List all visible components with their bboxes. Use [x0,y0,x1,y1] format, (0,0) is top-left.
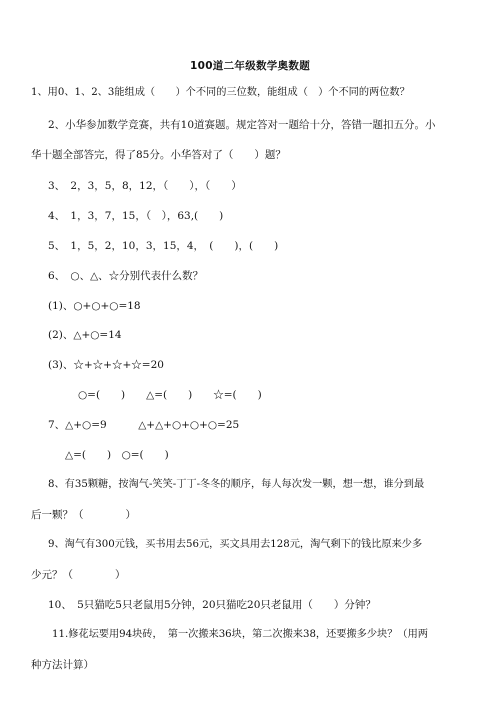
question-3-line: 3、 2，3，5，8，12，（ ），（ ） [48,180,242,192]
page-title: 100道二年级数学奥数题 [189,60,311,72]
question-6-sub-2: (2)、△+○=14 [48,329,122,341]
question-5-line: 5、 1，5，2，10，3，15，4， ( )，( ) [48,240,279,252]
question-6-line: 6、 ○、△、☆分别代表什么数？ [48,270,204,282]
question-11-line-2: 种方法计算） [31,659,94,671]
question-6-answers: ○=( ) △=( ) ☆=( ) [78,389,262,401]
question-9-line-2: 少元？（ ） [31,569,126,581]
question-7-line: 7、△+○=9 △+△+○+○+○=25 [48,419,240,431]
question-7-answers: △=( ) ○=( ) [65,449,169,461]
question-2-line-2: 华十题全部答完，得了85分。小华答对了（ ）题？ [31,149,286,161]
question-8-line-1: 8、有35颗糖，按淘气-笑笑-丁丁-冬冬的顺序，每人每次发一颗，想一想，谁分到最 [48,479,425,490]
question-11-line-1: 11.修花坛要用94块砖， 第一次搬来36块，第二次搬来38，还要搬多少块？（用两 [52,629,428,640]
question-2-line-1: 2、小华参加数学竞赛，共有10道赛题。规定答对一题给十分，答错一题扣五分。小 [48,119,436,131]
question-1-line: 1、用0、1、2、3能组成（ ）个不同的三位数，能组成（ ）个不同的两位数？ [31,87,410,98]
question-9-line-1: 9、淘气有300元钱，买书用去56元，买文具用去128元，淘气剩下的钱比原来少多 [48,539,423,550]
question-10-line: 10、 5只猫吃5只老鼠用5分钟，20只猫吃20只老鼠用（ ）分钟？ [48,599,376,611]
question-6-sub-1: (1)、○+○+○=18 [48,300,141,312]
question-4-line: 4、 1，3，7，15，（ ），63,( ) [48,210,224,222]
question-8-line-2: 后一颗？（ ） [31,509,136,521]
question-6-sub-3: (3)、☆+☆+☆+☆=20 [48,359,164,371]
